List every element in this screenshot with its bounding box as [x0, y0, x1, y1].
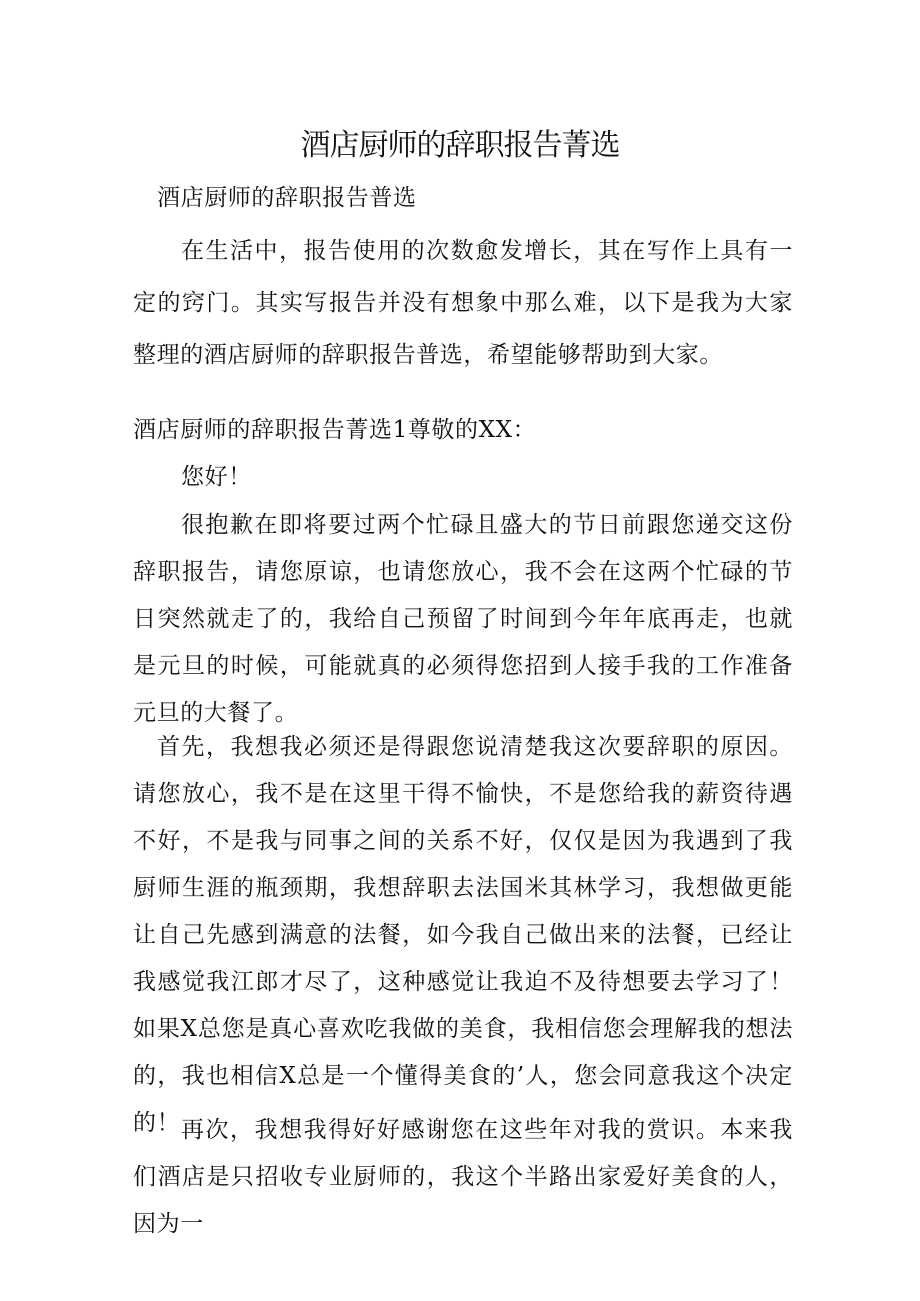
greeting: 您好！	[181, 464, 252, 490]
document-title: 酒店厨师的辞职报告菁选	[300, 128, 620, 163]
intro-paragraph: 在生活中，报告使用的次数愈发增长，其在写作上具有一定的窍门。其实写报告并没有想象中那么难，以下是我为大家整理的酒店厨师的辞职报告普选，希望能够帮助到大家。	[133, 238, 793, 368]
body-paragraph-1: 很抱歉在即将要过两个忙碌且盛大的节日前跟您递交这份辞职报告，请您原谅，也请您放心，我不会在这两个忙碌的节日突然就走了的，我给自己预留了时间到今年年底再走，也就是元旦的时候，可能就真的必须得您招到人接手我的工作准备元旦的大餐了。	[133, 512, 793, 726]
body-paragraph-2: 首先，我想我必须还是得跟您说清楚我这次要辞职的原因。请您放心，我不是在这里干得不愉快，不是您给我的薪资待遇不好，不是我与同事之间的关系不好，仅仅是因为我遇到了我厨师生涯的瓶颈期，我想辞职去法国米其林学习，我想做更能让自己先感到满意的法餐，如今我自己做出来的法餐，已经让我感觉我江郎才尽了，这种感觉让我迫不及待想要去学习了！如果X总您是真心喜欢吃我做的美食，我相信您会理解我的想法的，我也相信X总是一个懂得美食的’人，您会同意我这个决定的！	[133, 734, 793, 1136]
body-paragraph-3: 再次，我想我得好好感谢您在这些年对我的赏识。本来我们酒店是只招收专业厨师的，我这个半路出家爱好美食的人，因为一	[133, 1117, 793, 1237]
document-subtitle: 酒店厨师的辞职报告普选	[157, 185, 417, 211]
section-heading: 酒店厨师的辞职报告菁选1尊敬的XX：	[133, 417, 537, 443]
